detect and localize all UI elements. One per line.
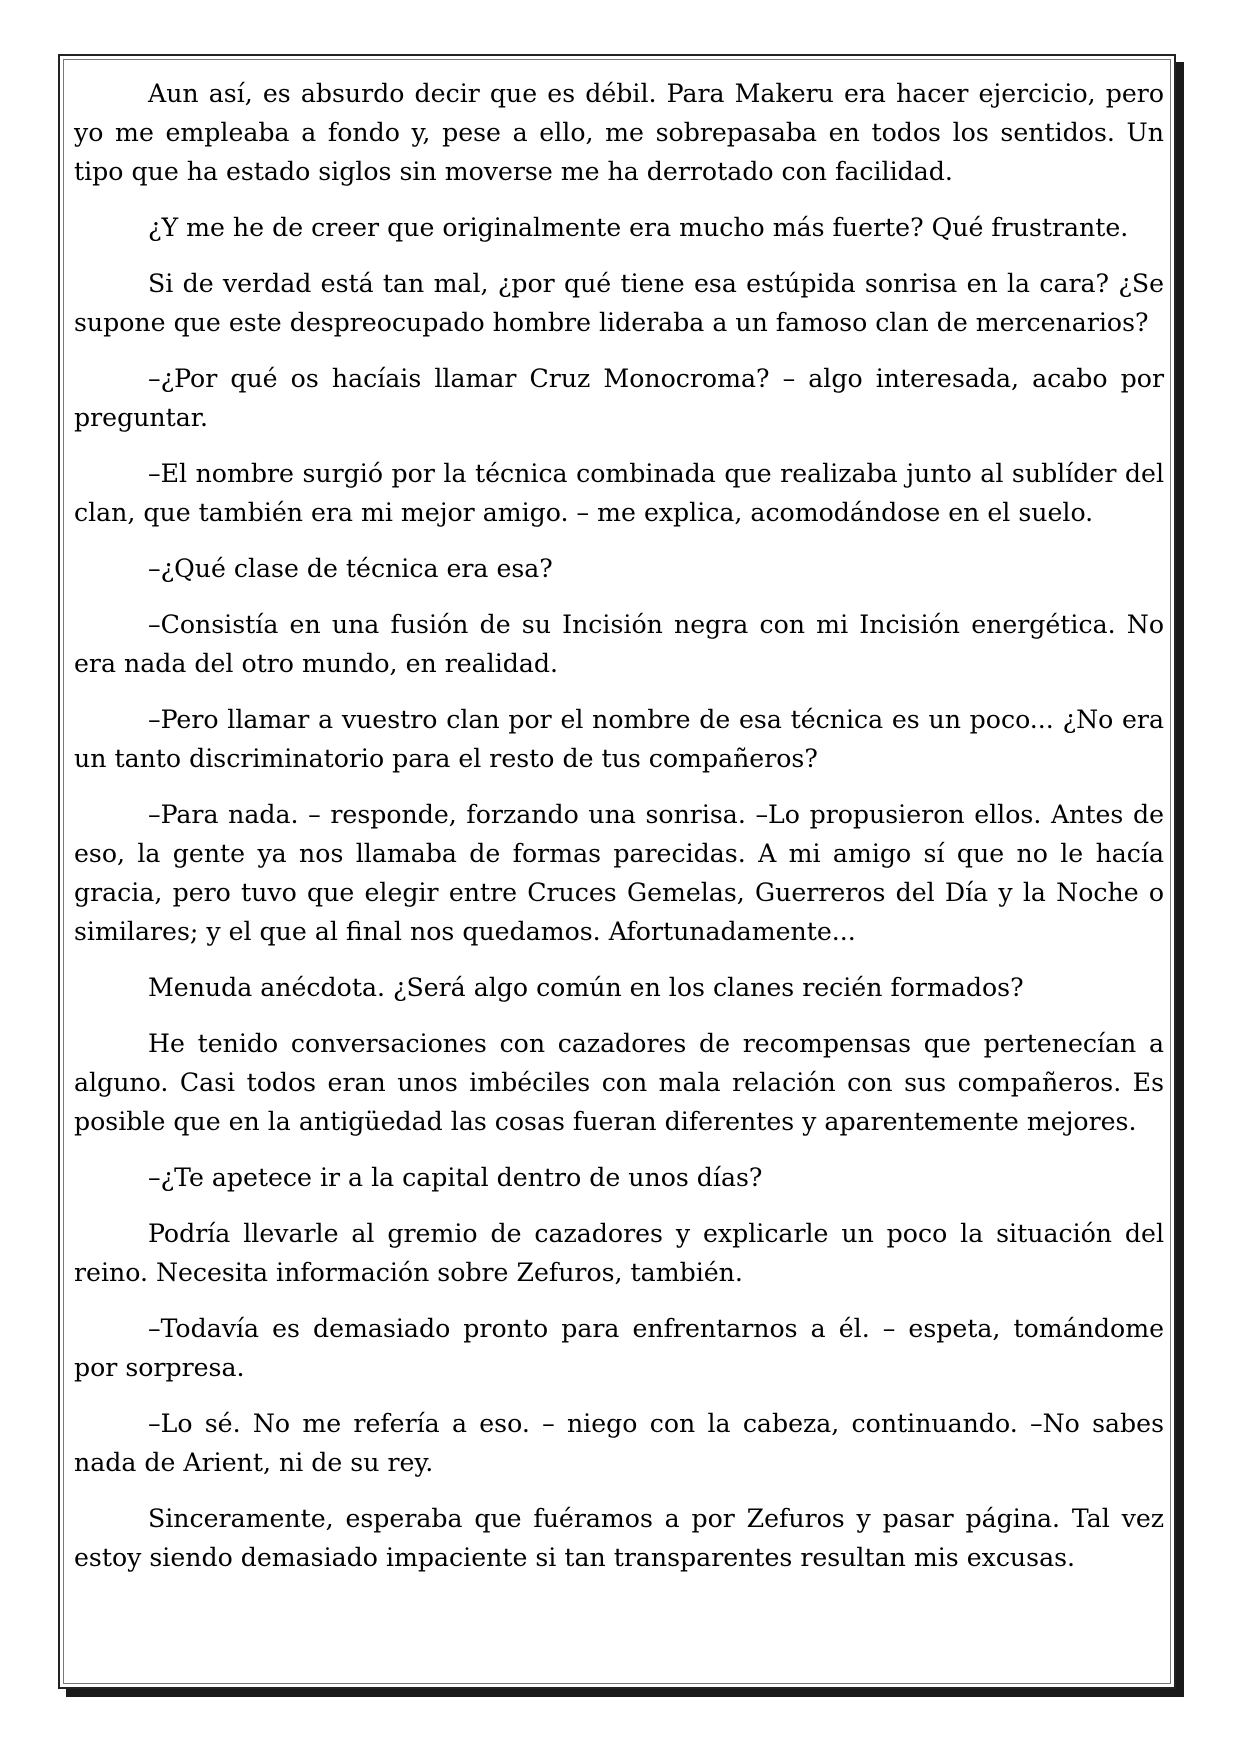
paragraph: –Todavía es demasiado pronto para enfrentarnos a él. – espeta, tomándome por sorpresa. bbox=[74, 1314, 1164, 1382]
paragraph: Sinceramente, esperaba que fuéramos a por Zefuros y pasar página. Tal vez estoy siendo demasiado impaciente si tan transparentes resultan mis excusas. bbox=[74, 1504, 1164, 1572]
paragraph: Menuda anécdota. ¿Será algo común en los clanes recién formados? bbox=[148, 973, 1024, 1002]
paragraph: –Consistía en una fusión de su Incisión negra con mi Incisión energética. No era nada del otro mundo, en realidad. bbox=[74, 610, 1164, 678]
paragraph: –Para nada. – responde, forzando una sonrisa. –Lo propusieron ellos. Antes de eso, la gente ya nos llamaba de formas parecidas. A mi amigo sí que no le hacía gracia, pero tuvo que elegir entre Cruces Gemelas, Guerreros del Día y la Noche o similares; y el que al final nos quedamos. Afortunadamente... bbox=[74, 800, 1164, 946]
paragraph: Aun así, es absurdo decir que es débil. Para Makeru era hacer ejercicio, pero yo me empleaba a fondo y, pese a ello, me sobrepasaba en todos los sentidos. Un tipo que ha estado siglos sin moverse me ha derrotado con facilidad. bbox=[74, 79, 1164, 186]
paragraph: He tenido conversaciones con cazadores de recompensas que pertenecían a alguno. Casi todos eran unos imbéciles con mala relación con sus compañeros. Es posible que en la antigüedad las cosas fueran diferentes y aparentemente mejores. bbox=[74, 1029, 1164, 1136]
paragraph: –El nombre surgió por la técnica combinada que realizaba junto al sublíder del clan, que también era mi mejor amigo. – me explica, acomodándose en el suelo. bbox=[74, 459, 1164, 527]
paragraph: –Pero llamar a vuestro clan por el nombre de esa técnica es un poco... ¿No era un tanto discriminatorio para el resto de tus compañeros? bbox=[74, 705, 1164, 773]
paragraph: –Lo sé. No me refería a eso. – niego con la cabeza, continuando. –No sabes nada de Arient, ni de su rey. bbox=[74, 1409, 1164, 1477]
paragraph: Podría llevarle al gremio de cazadores y explicarle un poco la situación del reino. Necesita información sobre Zefuros, también. bbox=[74, 1219, 1164, 1287]
paragraph: Si de verdad está tan mal, ¿por qué tiene esa estúpida sonrisa en la cara? ¿Se supone que este despreocupado hombre lideraba a un famoso clan de mercenarios? bbox=[74, 269, 1164, 337]
paragraph: –¿Qué clase de técnica era esa? bbox=[148, 554, 553, 583]
paragraph: –¿Por qué os hacíais llamar Cruz Monocroma? – algo interesada, acabo por preguntar. bbox=[74, 364, 1164, 432]
paragraph: –¿Te apetece ir a la capital dentro de unos días? bbox=[148, 1163, 763, 1192]
paragraph: ¿Y me he de creer que originalmente era mucho más fuerte? Qué frustrante. bbox=[148, 213, 1129, 242]
text-body bbox=[74, 74, 1164, 1594]
